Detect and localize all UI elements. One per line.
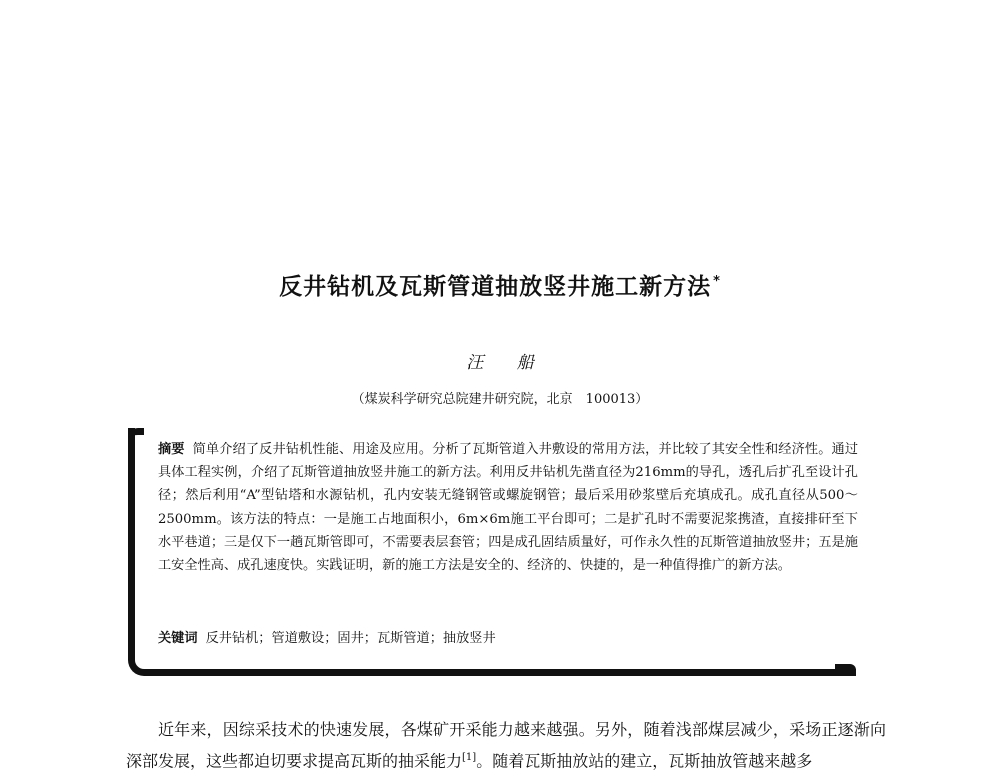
abstract-frame-end-cap [835,664,856,676]
paper-title [0,268,1000,301]
body-text-part-2: 。随着瓦斯抽放站的建立，瓦斯抽放管越来越多 [476,751,813,771]
body-text-part-1: 近年来，因综采技术的快速发展，各煤矿开采能力越来越强。另外，随着浅部煤层减少，采场正逐渐向深部发展，这些都迫切要求提高瓦斯的抽采能力 [126,720,886,771]
citation-reference[interactable]: [1] [462,752,477,763]
abstract-text: 简单介绍了反井钻机性能、用途及应用。分析了瓦斯管道入井敷设的常用方法，并比较了其安全性和经济性。通过具体工程实例，介绍了瓦斯管道抽放竖井施工的新方法。利用反井钻机先凿直径为216mm的导孔，透孔后扩孔至设计孔径；然后利用“A”型钻塔和水源钻机，孔内安装无缝钢管或螺旋钢管；最后采用砂浆壁后充填成孔。成孔直径从500～2500mm。该方法的特点：一是施工占地面积小，6m×6m施工平台即可；二是扩孔时不需要泥浆携渣，直接排矸至下水平巷道；三是仅下一趟瓦斯管即可，不需要表层套管；四是成孔固结质量好，可作永久性的瓦斯管道抽放竖井；五是施工安全性高、成孔速度快。实践证明，新的施工方法是安全的、经济的、快捷的，是一种值得推广的新方法。 [158,442,859,574]
abstract-label: 摘要 [158,442,185,457]
author-name: 汪 船 [466,353,548,373]
abstract-frame-top-cap [128,428,144,438]
keywords [158,627,858,646]
affiliation: （煤炭科学研究总院建井研究院，北京 100013） [351,392,649,407]
body-paragraph [126,716,886,775]
keywords-label: 关键词 [158,631,198,646]
abstract [158,438,858,577]
title-footnote-mark: * [713,274,721,290]
keywords-text: 反井钻机；管道敷设；固井；瓦斯管道；抽放竖井 [205,631,496,646]
title-text: 反井钻机及瓦斯管道抽放竖井施工新方法 [279,274,712,300]
